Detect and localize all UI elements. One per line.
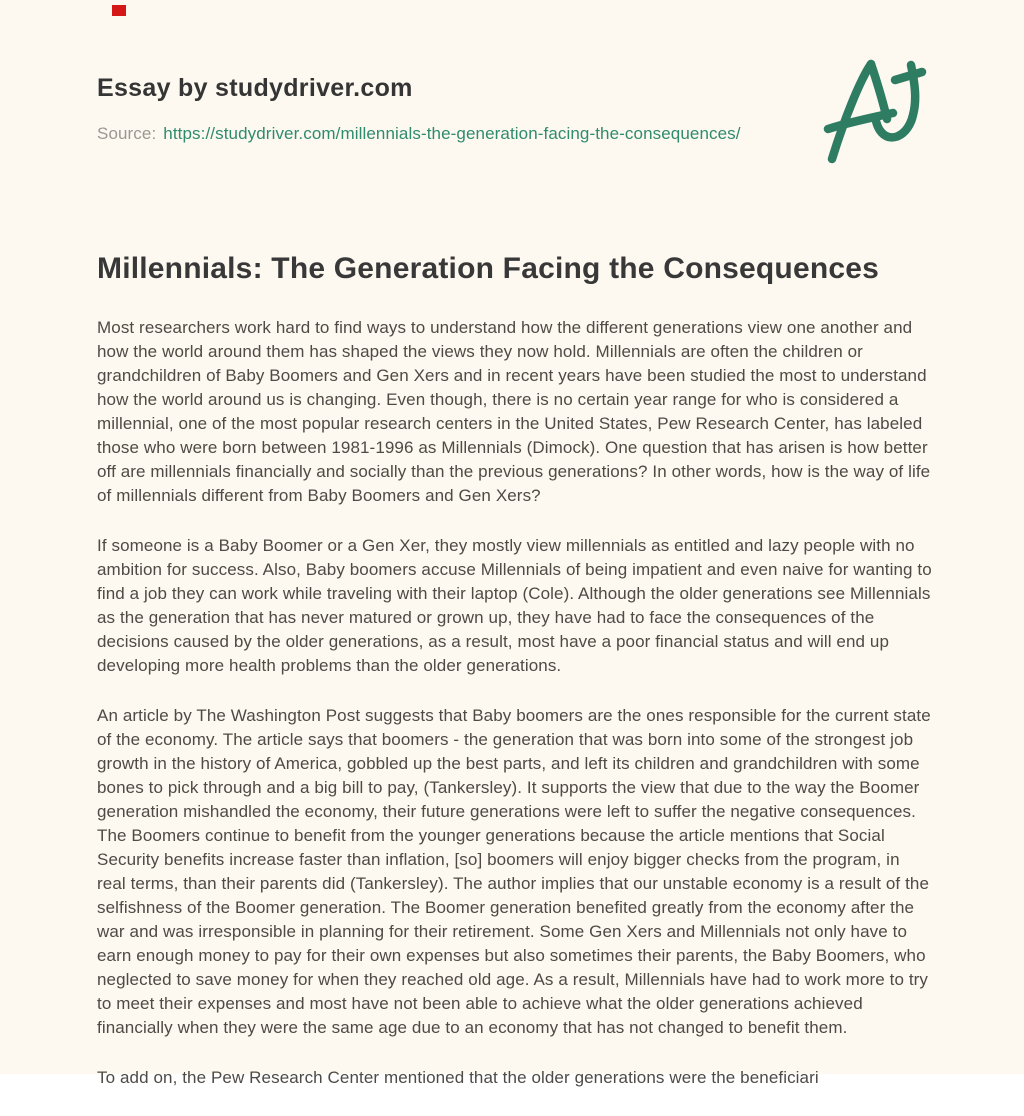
red-marker — [112, 5, 126, 16]
a-plus-logo-icon — [824, 58, 924, 163]
essay-title: Millennials: The Generation Facing the Consequences — [97, 252, 880, 285]
essay-paragraph-3: An article by The Washington Post suggests that Baby boomers are the ones responsible for the current state of the economy. The article says that boomers - the generation that was born into some of the strongest job growth in the history of America, gobbled up the best parts, and left its children and grandchildren with some bones to pick through and a big bill to pay, (Tankersley). It supports the view that due to the way the Boomer generation mishandled the economy, their future generations were left to suffer the negative consequences. The Boomers continue to benefit from the younger generations because the article mentions that Social Security benefits increase faster than inflation, [so] boomers will enjoy bigger checks from the program, in real terms, than their parents did (Tankersley). The author implies that our unstable economy is a result of the selfishness of the Boomer generation. The Boomer generation benefited greatly from the economy after the war and was irresponsible in planning for their retirement. Some Gen Xers and Millennials not only have to earn enough money to pay for their own expenses but also sometimes their parents, the Baby Boomers, who neglected to save money for when they reached old age. As a result, Millennials have had to work more to try to meet their expenses and most have not been able to achieve what the older generations achieved financially when they were the same age due to an economy that has not changed to benefit them. — [97, 706, 931, 1037]
essay-content — [97, 252, 933, 1116]
source-url-link[interactable]: https://studydriver.com/millennials-the-generation-facing-the-consequences/ — [163, 124, 741, 143]
essay-paragraph-1: Most researchers work hard to find ways to understand how the different generations view one another and how the world around them has shaped the views they now hold. Millennials are often the children or grandchildren of Baby Boomers and Gen Xers and in recent years have been studied the most to understand how the world around us is changing. Even though, there is no certain year range for who is considered a millennial, one of the most popular research centers in the United States, Pew Research Center, has labeled those who were born between 1981-1996 as Millennials (Dimock). One question that has arisen is how better off are millennials financially and socially than the previous generations? In other words, how is the way of life of millennials different from Baby Boomers and Gen Xers? — [97, 318, 931, 505]
source-line — [97, 124, 741, 144]
a-plus-logo — [824, 58, 924, 163]
essay-paragraph-2: If someone is a Baby Boomer or a Gen Xer, they mostly view millennials as entitled and lazy people with no ambition for success. Also, Baby boomers accuse Millennials of being impatient and even naive for wanting to find a job they can work while traveling with their laptop (Cole). Although the older generations see Millennials as the generation that has never matured or grown up, they have had to face the consequences of the decisions caused by the older generations, as a result, most have a poor financial status and will end up developing more health problems than the older generations. — [97, 536, 932, 675]
essay-paragraph-4: To add on, the Pew Research Center mentioned that the older generations were the beneficiari — [97, 1068, 819, 1087]
source-label: Source: — [97, 124, 157, 143]
essay-byline: Essay by studydriver.com — [97, 74, 413, 102]
